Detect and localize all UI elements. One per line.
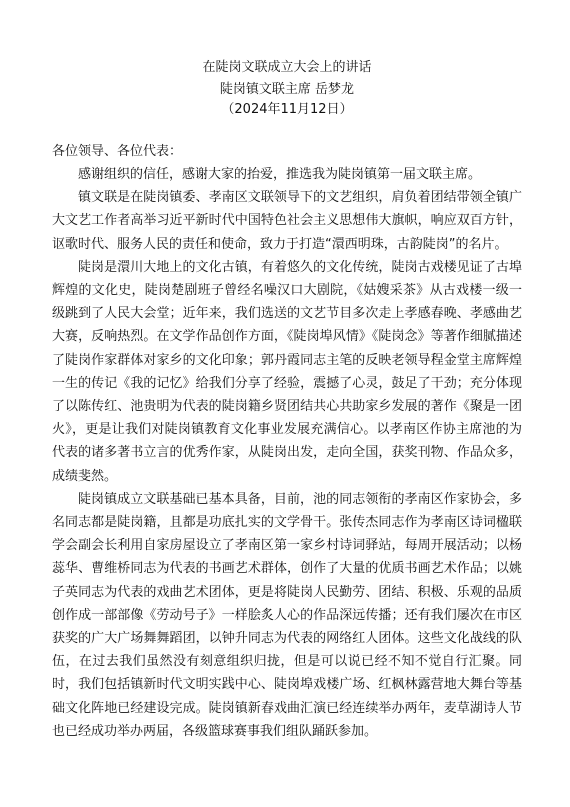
speech-document (52, 58, 522, 743)
salutation: 各位领导、各位代表： (52, 144, 183, 159)
document-byline: 陡岗镇文联主席 岳梦龙 (219, 82, 355, 97)
document-title: 在陡岗文联成立大会上的讲话 (202, 60, 372, 75)
document-date: （2024年11月12日） (221, 102, 353, 117)
paragraph-1: 感谢组织的信任，感谢大家的抬爱，推选我为陡岗镇第一届文联主席。 (78, 167, 482, 182)
paragraph-2: 镇文联是在陡岗镇委、孝南区文联领导下的文艺组织，肩负着团结带领全镇广大文艺工作者高举习近平新时代中国特色社会主义思想伟大旗帜，响应双百方针，讴歌时代、服务人民的责任和使命，致力于打造“澴西明珠，古韵陡岗”的名片。 (52, 190, 522, 252)
paragraph-3: 陡岗是澴川大地上的文化古镇，有着悠久的文化传统，陡岗古戏楼见证了古埠辉煌的文化史，陡岗楚剧班子曾经名噪汉口大剧院，《姑嫂采茶》从古戏楼一级一级跳到了人民大会堂；近年来，我们选送的文艺节目多次走上孝感春晚、孝感曲艺大赛，反响热烈。在文学作品创作方面，《陡岗埠风情》《陡岗念》等著作细腻描述了陡岗作家群体对家乡的文化印象；郭丹霞同志主笔的反映老领导程金堂主席辉煌一生的传记《我的记忆》给我们分享了经验，震撼了心灵，鼓足了干劲；充分体现了以陈传红、池贵明为代表的陡岗籍乡贤团结共心共助家乡发展的著作《聚是一团火》，更是让我们对陡岗镇教育文化事业发展充满信心。以孝南区作协主席池的为代表的诸多著书立言的优秀作家，从陡岗出发，走向全国，获奖刊物、作品众多，成绩斐然。 (52, 259, 522, 484)
paragraph-4: 陡岗镇成立文联基础已基本具备，目前，池的同志领衔的孝南区作家协会，多名同志都是陡岗籍，且都是功底扎实的文学骨干。张传杰同志作为孝南区诗词楹联学会副会长利用自家房屋设立了孝南区第一家乡村诗词驿站，每周开展活动；以杨蕊华、曹维桥同志为代表的书画艺术群体，创作了大量的优质书画艺术作品；以姚子英同志为代表的戏曲艺术团体，更是将陡岗人民勤劳、团结、积极、乐观的品质创作成一部部像《劳动号子》一样脍炙人心的作品深远传播；还有我们屡次在市区获奖的广大广场舞舞蹈团，以钟升同志为代表的网络红人团体。这些文化战线的队伍，在过去我们虽然没有刻意组织归拢，但是可以说已经不知不觉自行汇聚。同时，我们包括镇新时代文明实践中心、陡岗埠戏楼广场、红枫林露营地大舞台等基础文化阵地已经建设完成。陡岗镇新春戏曲汇演已经连续举办两年，麦草湖诗人节也已经成功举办两届，各级篮球赛事我们组队踊跃参加。 (52, 491, 522, 739)
